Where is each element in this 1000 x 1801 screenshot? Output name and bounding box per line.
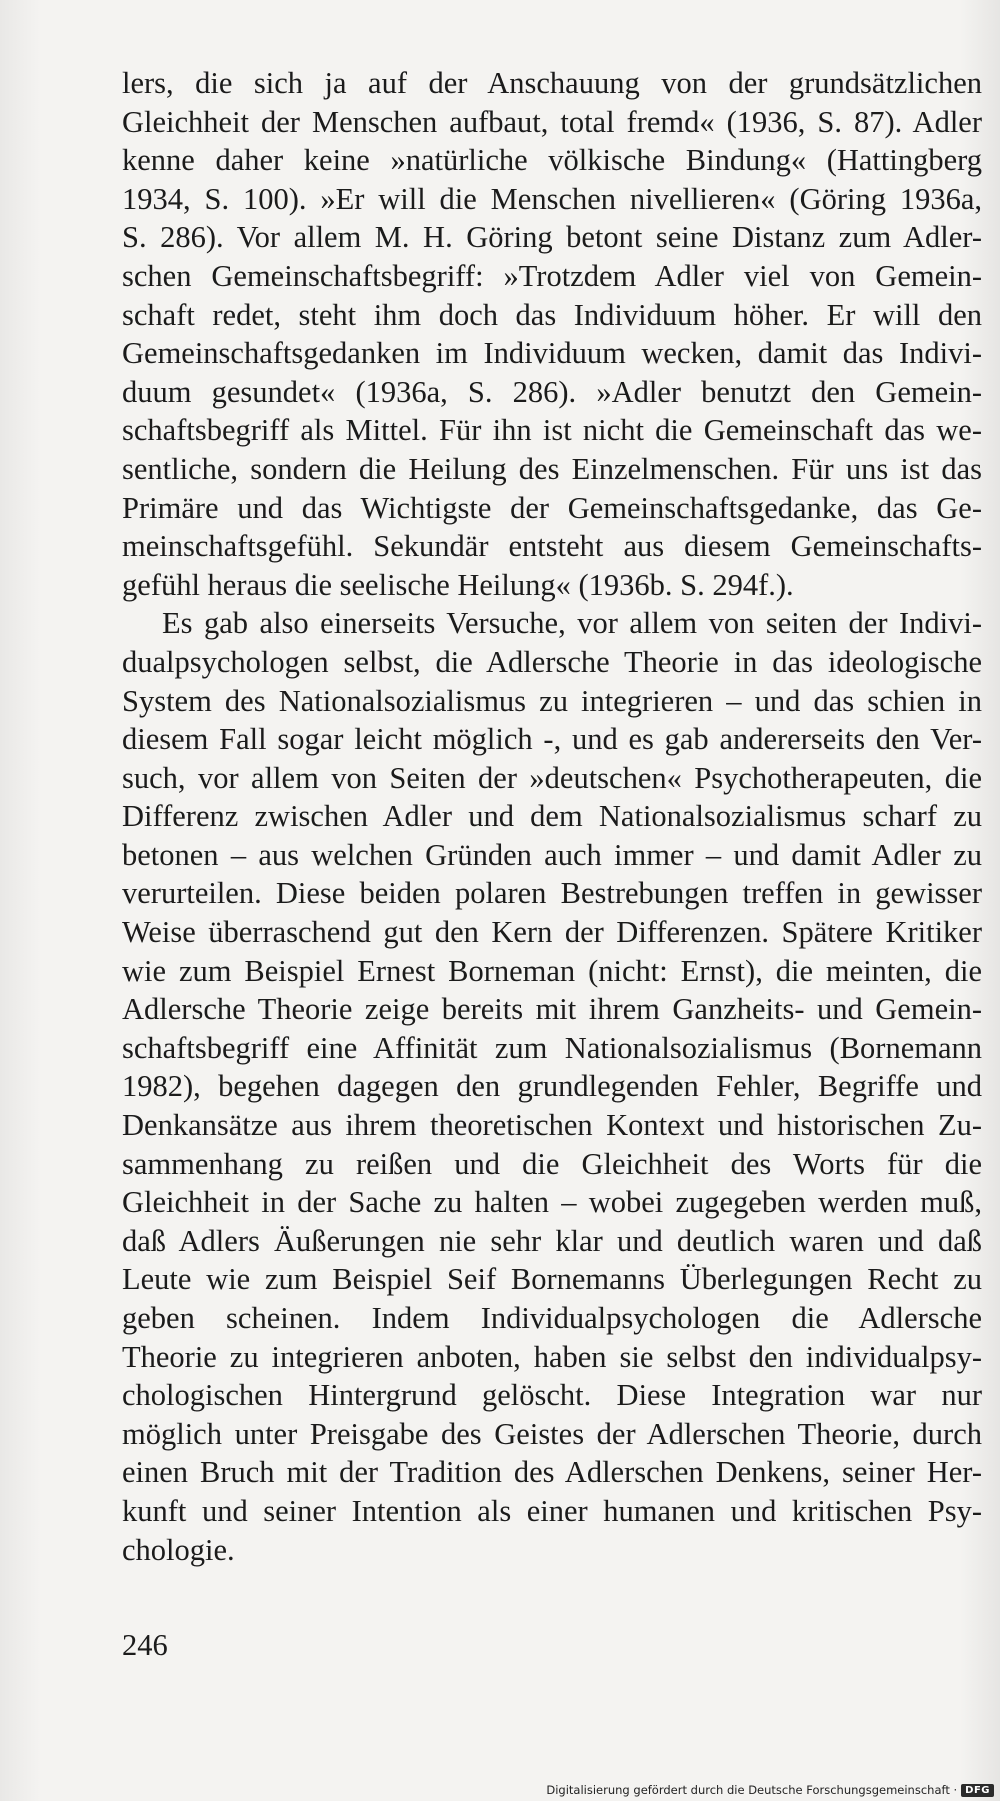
paragraph-end-line: gefühl heraus die seelische Heilung« (1936b. S. 294f.). [122, 567, 794, 602]
text-line: Differenz zwischen Adler und dem Nationalsozialismus scharf zu [122, 799, 982, 834]
text-line: betonen – aus welchen Gründen auch immer – und damit Adler zu [122, 837, 982, 872]
paragraph-start-line: Es gab also einerseits Versuche, vor allem von seiten der Indivi- [162, 606, 982, 641]
text-line: Primäre und das Wichtigste der Gemeinschaftsgedanke, das Ge- [122, 490, 982, 525]
dfg-logo-icon: DFG [961, 1784, 994, 1797]
body-text [122, 64, 982, 1569]
text-line: 1982), begehen dagegen den grundlegenden Fehler, Begriffe und [122, 1069, 982, 1104]
text-line: schaftsbegriff als Mittel. Für ihn ist nicht die Gemeinschaft das we- [122, 413, 982, 448]
text-line: 1934, S. 100). »Er will die Menschen nivellieren« (Göring 1936a, [122, 181, 982, 216]
text-line: geben scheinen. Indem Individualpsychologen die Adlersche [122, 1301, 982, 1335]
text-line: Leute wie zum Beispiel Seif Bornemanns Überlegungen Recht zu [122, 1262, 982, 1297]
text-line: daß Adlers Äußerungen nie sehr klar und deutlich waren und daß [122, 1223, 982, 1258]
text-line: diesem Fall sogar leicht möglich -, und es gab andererseits den Ver- [122, 722, 982, 757]
text-line: System des Nationalsozialismus zu integrieren – und das schien in [122, 683, 982, 718]
text-line: schen Gemeinschaftsbegriff: »Trotzdem Adler viel von Gemein- [122, 258, 982, 293]
text-line: möglich unter Preisgabe des Geistes der Adlerschen Theorie, durch [122, 1416, 982, 1451]
text-line: Adlersche Theorie zeige bereits mit ihrem Ganzheits- und Gemein- [122, 992, 982, 1027]
text-line: sammenhang zu reißen und die Gleichheit des Worts für die [122, 1146, 982, 1181]
text-line: duum gesundet« (1936a, S. 286). »Adler benutzt den Gemein- [122, 374, 982, 409]
text-line: S. 286). Vor allem M. H. Göring betont seine Distanz zum Adler- [122, 220, 982, 255]
page-number: 246 [122, 1628, 168, 1662]
text-line: Denkansätze aus ihrem theoretischen Kontext und historischen Zu- [122, 1108, 982, 1143]
text-line: chologischen Hintergrund gelöscht. Diese Integration war nur [122, 1378, 982, 1413]
text-line: Weise überraschend gut den Kern der Differenzen. Spätere Kritiker [122, 915, 982, 950]
text-line: kenne daher keine »natürliche völkische Bindung« (Hattingberg [122, 143, 982, 178]
text-line: schaftsbegriff eine Affinität zum Nationalsozialismus (Bornemann [122, 1030, 982, 1065]
text-line: schaft redet, steht ihm doch das Individuum höher. Er will den [122, 297, 982, 332]
paragraph-end-line: chologie. [122, 1532, 235, 1567]
text-line: wie zum Beispiel Ernest Borneman (nicht: Ernst), die meinten, die [122, 953, 982, 988]
text-line: Gemeinschaftsgedanken im Individuum wecken, damit das Indivi- [122, 336, 982, 371]
text-line: kunft und seiner Intention als einer humanen und kritischen Psy- [122, 1493, 982, 1528]
text-line: Gleichheit der Menschen aufbaut, total fremd« (1936, S. 87). Adler [122, 104, 982, 139]
text-line: sentliche, sondern die Heilung des Einzelmenschen. Für uns ist das [122, 451, 982, 486]
text-line: verurteilen. Diese beiden polaren Bestrebungen treffen in gewisser [122, 876, 982, 911]
credit-text: Digitalisierung gefördert durch die Deutsche Forschungsgemeinschaft · [546, 1783, 958, 1797]
text-line: such, vor allem von Seiten der »deutschen« Psychotherapeuten, die [122, 760, 982, 795]
digitization-credit [546, 1783, 994, 1797]
text-line: Theorie zu integrieren anboten, haben sie selbst den individualpsy- [122, 1339, 982, 1374]
text-line: meinschaftsgefühl. Sekundär entsteht aus diesem Gemeinschafts- [122, 529, 982, 564]
text-line: einen Bruch mit der Tradition des Adlerschen Denkens, seiner Her- [122, 1455, 982, 1490]
text-line: Gleichheit in der Sache zu halten – wobei zugegeben werden muß, [122, 1185, 982, 1220]
text-line: dualpsychologen selbst, die Adlersche Theorie in das ideologische [122, 644, 982, 679]
text-line: lers, die sich ja auf der Anschauung von der grundsätzlichen [122, 66, 982, 100]
